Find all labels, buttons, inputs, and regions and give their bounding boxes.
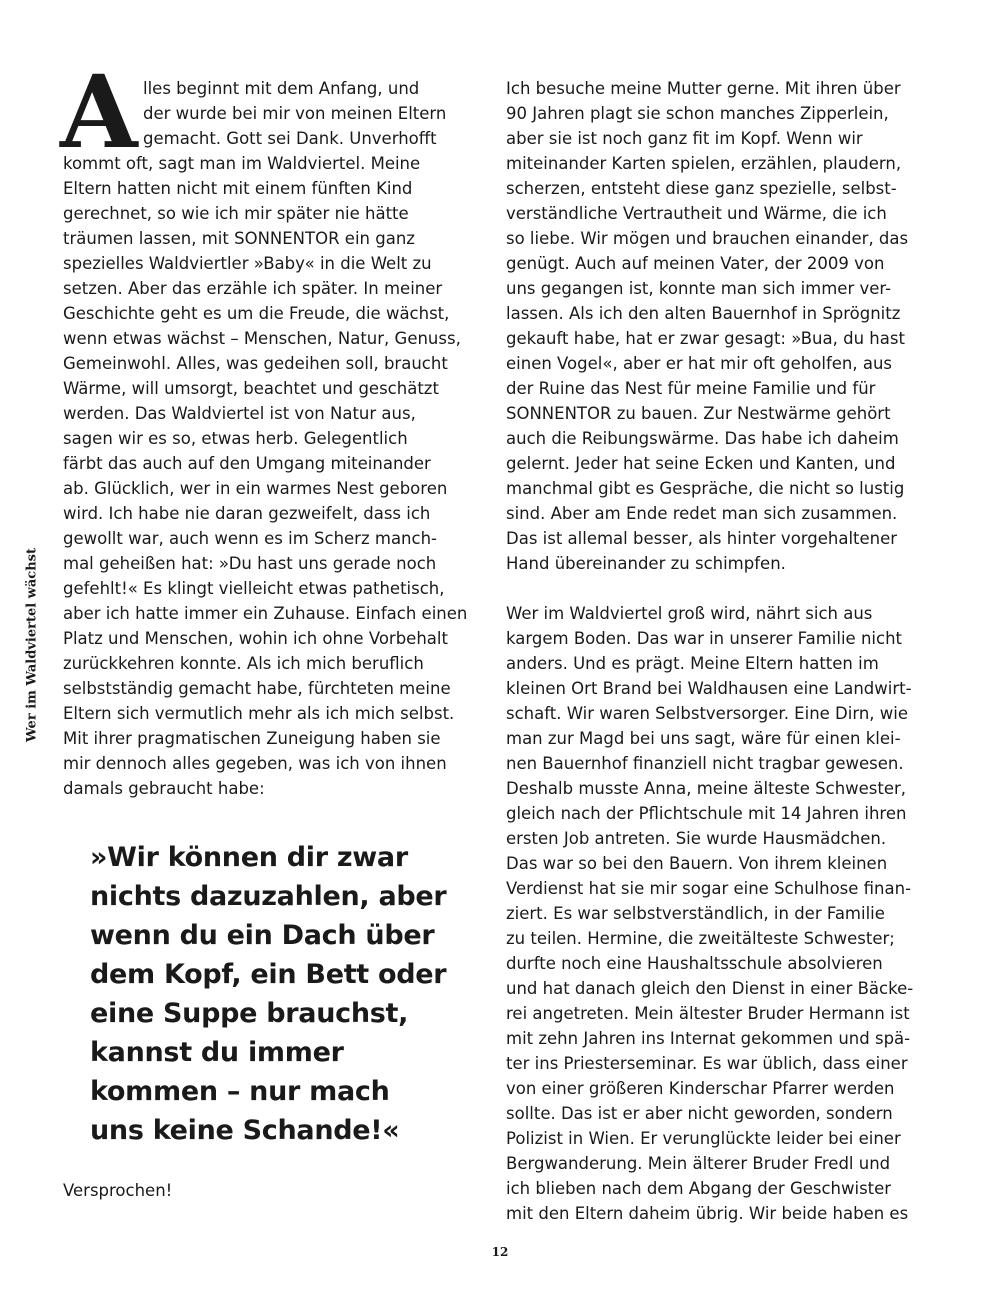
text-line: sollte. Das ist er aber nicht geworden, sondern [506,1104,893,1123]
text-line: ich blieben nach dem Abgang der Geschwister [506,1179,892,1198]
text-line: Geschichte geht es um die Freude, die wächst, [63,304,450,323]
text-line: gerechnet, so wie ich mir später nie hätte [63,204,409,223]
text-line: Das war so bei den Bauern. Von ihrem kleinen [506,854,888,873]
text-line: aber sie ist noch ganz fit im Kopf. Wenn wir [506,129,863,148]
text-line: gewollt war, auch wenn es im Scherz manch- [63,529,437,548]
text-line: färbt das auch auf den Umgang miteinander [63,454,431,473]
text-line: SONNENTOR zu bauen. Zur Nestwärme gehört [506,404,891,423]
text-line: kleinen Ort Brand bei Waldhausen eine Landwirt- [506,679,912,698]
text-line: der wurde bei mir von meinen Eltern [143,104,447,123]
text-line: so liebe. Wir mögen und brauchen einander, das [506,229,909,248]
text-line: Gemeinwohl. Alles, was gedeihen soll, braucht [63,354,448,373]
text-line: zurückkehren konnte. Als ich mich beruflich [63,654,424,673]
text-line: damals gebraucht habe: [63,779,265,798]
quote-line: eine Suppe brauchst, [90,998,409,1029]
text-line: mal geheißen hat: »Du hast uns gerade noch [63,554,437,573]
text-line: träumen lassen, mit SONNENTOR ein ganz [63,229,415,248]
text-line: auch die Reibungswärme. Das habe ich daheim [506,429,899,448]
text-line: nen Bauernhof finanziell nicht tragbar gewesen. [506,754,904,773]
quote-line: kommen – nur mach [90,1076,390,1107]
text-line: ab. Glücklich, wer in ein warmes Nest geboren [63,479,448,498]
text-line: durfte noch eine Haushaltsschule absolvieren [506,954,883,973]
text-line: wird. Ich habe nie daran gezweifelt, dass ich [63,504,431,523]
text-line: lassen. Als ich den alten Bauernhof in Sprögnitz [506,304,901,323]
text-line: Eltern hatten nicht mit einem fünften Kind [63,179,413,198]
running-header-text: Wer im Waldviertel wächst [24,548,40,742]
paragraph [506,601,918,1226]
text-line: Eltern sich vermutlich mehr als ich mich selbst. [63,704,455,723]
text-line: Wer im Waldviertel groß wird, nährt sich aus [506,604,873,623]
text-line: sagen wir es so, etwas herb. Gelegentlich [63,429,408,448]
text-line: selbstständig gemacht habe, fürchteten meine [63,679,451,698]
text-line: der Ruine das Nest für meine Familie und für [506,379,876,398]
text-line: verständliche Vertrautheit und Wärme, die ich [506,204,887,223]
text-line: ziert. Es war selbstverständlich, in der Familie [506,904,885,923]
text-line: Hand übereinander zu schimpfen. [506,554,786,573]
text-line: Deshalb musste Anna, meine älteste Schwester, [506,779,907,798]
text-line: werden. Das Waldviertel ist von Natur aus, [63,404,416,423]
text-line: rei angetreten. Mein ältester Bruder Hermann ist [506,1004,910,1023]
text-line: gekauft habe, hat er zwar gesagt: »Bua, du hast [506,329,905,348]
text-line: miteinander Karten spielen, erzählen, plaudern, [506,154,902,173]
text-line: zu teilen. Hermine, die zweitälteste Schwester; [506,929,895,948]
text-line: gelernt. Jeder hat seine Ecken und Kanten, und [506,454,896,473]
text-line: Wärme, will umsorgt, beachtet und geschätzt [63,379,439,398]
text-line: kommt oft, sagt man im Waldviertel. Meine [63,154,421,173]
text-line: ersten Job antreten. Sie wurde Hausmädchen. [506,829,887,848]
page-number: 12 [491,1245,509,1259]
text-line: kargem Boden. Das war in unserer Familie nicht [506,629,902,648]
text-line: mir dennoch alles gegeben, was ich von ihnen [63,754,447,773]
text-line: 90 Jahren plagt sie schon manches Zipperlein, [506,104,889,123]
text-line: spezielles Waldviertler »Baby« in die Welt zu [63,254,432,273]
text-line: lles beginnt mit dem Anfang, und [143,79,420,98]
text-line: wenn etwas wächst – Menschen, Natur, Genuss, [63,329,461,348]
text-line: von einer größeren Kinderschar Pfarrer werden [506,1079,895,1098]
text-line: anders. Und es prägt. Meine Eltern hatten im [506,654,879,673]
quote-line: dem Kopf, ein Bett oder [90,959,447,990]
quote-line: »Wir können dir zwar [90,842,408,873]
text-line: gleich nach der Pflichtschule mit 14 Jahren ihren [506,804,907,823]
text-line: mit zehn Jahren ins Internat gekommen und spä- [506,1029,911,1048]
paragraph-gap [506,576,918,601]
pull-quote [90,838,480,1150]
text-line: genügt. Auch auf meinen Vater, der 2009 von [506,254,885,273]
text-line: ter ins Priesterseminar. Es war üblich, dass einer [506,1054,908,1073]
text-line: Bergwanderung. Mein älterer Bruder Fredl und [506,1154,891,1173]
closing-text: Versprochen! [63,1181,173,1200]
text-line: Das ist allemal besser, als hinter vorgehaltener [506,529,898,548]
text-line: Ich besuche meine Mutter gerne. Mit ihren über [506,79,901,98]
text-line: mit den Eltern daheim übrig. Wir beide haben es [506,1204,909,1223]
right-column [506,76,918,1226]
text-line: scherzen, entsteht diese ganz spezielle, selbst- [506,179,897,198]
text-line: gefehlt!« Es klingt vielleicht etwas pathetisch, [63,579,445,598]
text-line: gemacht. Gott sei Dank. Unverhofft [143,129,437,148]
text-line: Verdienst hat sie mir sogar eine Schulhose finan- [506,879,912,898]
running-header [22,540,42,750]
text-line: Mit ihrer pragmatischen Zuneigung haben sie [63,729,441,748]
text-line: man zur Magd bei uns sagt, wäre für einen klei- [506,729,901,748]
text-line: setzen. Aber das erzähle ich später. In meiner [63,279,443,298]
left-column [63,76,473,801]
text-line: Polizist in Wien. Er verunglückte leider bei einer [506,1129,901,1148]
text-line: sind. Aber am Ende redet man sich zusammen. [506,504,898,523]
text-line: manchmal gibt es Gespräche, die nicht so lustig [506,479,905,498]
quote-line: uns keine Schande!« [90,1115,400,1146]
text-line: und hat danach gleich den Dienst in einer Bäcke- [506,979,914,998]
text-line: schaft. Wir waren Selbstversorger. Eine Dirn, wie [506,704,909,723]
quote-line: wenn du ein Dach über [90,920,435,951]
text-line: uns gegangen ist, konnte man sich immer ver- [506,279,892,298]
text-line: Platz und Menschen, wohin ich ohne Vorbehalt [63,629,448,648]
quote-line: kannst du immer [90,1037,344,1068]
text-line: aber ich hatte immer ein Zuhause. Einfach einen [63,604,468,623]
drop-cap: A [60,53,138,171]
quote-line: nichts dazuzahlen, aber [90,881,447,912]
paragraph [506,76,918,576]
text-line: einen Vogel«, aber er hat mir oft geholfen, aus [506,354,893,373]
